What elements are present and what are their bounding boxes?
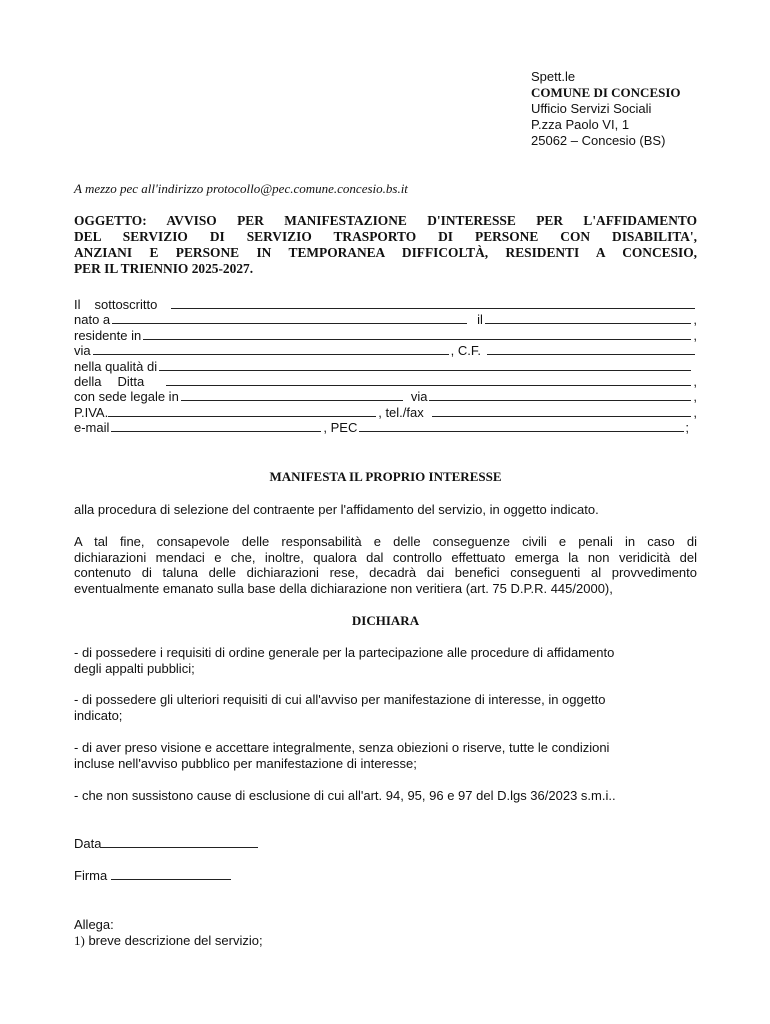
subject-line-4: PER IL TRIENNIO 2025-2027. — [74, 261, 254, 276]
label-piva: P.IVA. — [74, 404, 109, 420]
label-via: via — [74, 343, 91, 359]
label-della: della — [74, 373, 102, 389]
field-data-nascita[interactable] — [485, 312, 691, 324]
subject-line-1: OGGETTO: AVVISO PER MANIFESTAZIONE D'INTERESSE PER L'AFFIDAMENTO — [74, 213, 697, 228]
form-row-nato — [74, 312, 697, 327]
field-sede-legale[interactable] — [181, 389, 403, 401]
label-telfax: , tel./fax — [378, 404, 424, 420]
recipient-line-4: P.zza Paolo VI, 1 — [531, 117, 630, 132]
semicolon: ; — [685, 420, 689, 436]
form-row-sottoscritto — [74, 297, 697, 312]
label-pec: , PEC — [323, 420, 358, 436]
field-nato-a[interactable] — [112, 312, 467, 324]
allega-block — [74, 917, 697, 948]
procedura-text: alla procedura di selezione del contraente per l'affidamento del servizio, in oggetto indicato. — [74, 502, 599, 517]
dichiara-item-1-line-2: degli appalti pubblici; — [74, 660, 195, 676]
dichiara-item-2-line-2: indicato; — [74, 707, 123, 723]
field-ditta[interactable] — [166, 374, 691, 386]
firma-label: Firma — [74, 868, 111, 883]
comma-3: , — [693, 373, 697, 389]
allega-item-text: breve descrizione del servizio; — [84, 932, 263, 948]
fine-line-2: dichiarazioni mendaci e che, inoltre, qualora dal controllo effettuato emerga la non veridicità del — [74, 549, 697, 565]
allega-label: Allega: — [74, 917, 114, 932]
form-row-sede — [74, 389, 697, 404]
dichiara-item-3-line-2: incluse nell'avviso pubblico per manifestazione di interesse; — [74, 755, 417, 771]
label-email: e-mail — [74, 420, 110, 436]
comma-1: , — [693, 312, 697, 328]
field-telfax[interactable] — [432, 405, 692, 417]
field-pec[interactable] — [359, 420, 684, 432]
form-row-residente — [74, 328, 697, 343]
field-sottoscritto[interactable] — [171, 297, 695, 309]
label-cf: , C.F. — [450, 343, 481, 359]
subject-line-2: DEL SERVIZIO DI SERVIZIO TRASPORTO DI PERSONE CON DISABILITA', — [74, 229, 697, 244]
dichiara-item-3 — [74, 740, 697, 771]
fine-paragraph — [74, 534, 697, 596]
label-via-sede: via — [410, 389, 428, 405]
comma-4: , — [693, 389, 697, 405]
pec-line: A mezzo pec all'indirizzo protocollo@pec.comune.concesio.bs.it — [74, 181, 408, 196]
form-row-email — [74, 420, 697, 435]
label-sottoscritto: sottoscritto — [94, 297, 158, 312]
fine-line-4: eventualmente emanato sulla base della dichiarazione non veritiera (art. 75 D.P.R. 445/2000), — [74, 580, 613, 596]
data-line — [74, 836, 697, 852]
field-email[interactable] — [111, 420, 321, 432]
subject-block — [74, 213, 697, 277]
fine-line-3: contenuto di taluna delle dichiarazioni rese, decadrà dai benefici conseguenti al provvedimento — [74, 565, 697, 580]
applicant-form — [74, 297, 697, 436]
field-piva[interactable] — [108, 405, 376, 417]
dichiara-item-4-line-1: - che non sussistono cause di esclusione di cui all'art. 94, 95, 96 e 97 del D.lgs 36/2023 s.m.i.. — [74, 788, 616, 803]
data-field[interactable] — [101, 836, 258, 848]
form-row-ditta — [74, 374, 697, 389]
form-row-via — [74, 343, 697, 358]
dichiara-item-1 — [74, 645, 697, 676]
field-cf[interactable] — [487, 343, 695, 355]
firma-field[interactable] — [111, 868, 231, 880]
dichiara-item-2 — [74, 692, 697, 723]
label-ditta: Ditta — [117, 373, 145, 389]
recipient-line-3: Ufficio Servizi Sociali — [531, 101, 652, 116]
field-residente-in[interactable] — [143, 328, 691, 340]
dichiara-title: DICHIARA — [351, 613, 420, 628]
fine-line-1: A tal fine, consapevole delle responsabilità e delle conseguenze civili e penali in caso di — [74, 534, 697, 549]
recipient-line-2: COMUNE DI CONCESIO — [531, 85, 681, 100]
dichiara-item-4 — [74, 788, 697, 804]
recipient-line-1: Spett.le — [531, 69, 576, 84]
label-sede-legale: con sede legale in — [74, 389, 179, 405]
recipient-line-5: 25062 – Concesio (BS) — [531, 133, 666, 148]
allega-item-number: 1) — [74, 932, 85, 948]
comma-2: , — [693, 327, 697, 343]
dichiara-item-1-line-1: - di possedere i requisiti di ordine generale per la partecipazione alle procedure di affidamento — [74, 645, 615, 660]
field-qualita[interactable] — [159, 359, 691, 371]
field-via[interactable] — [93, 343, 449, 355]
form-row-qualita — [74, 359, 697, 374]
field-via-sede[interactable] — [429, 389, 691, 401]
form-row-piva — [74, 405, 697, 420]
label-il-date: il — [477, 312, 483, 328]
dichiara-item-3-line-1: - di aver preso visione e accettare integralmente, senza obiezioni o riserve, tutte le condizioni — [74, 740, 610, 755]
data-label: Data — [74, 836, 102, 851]
label-nato-a: nato a — [74, 312, 111, 328]
recipient-address — [531, 69, 681, 149]
firma-line — [74, 868, 697, 884]
dichiara-item-2-line-1: - di possedere gli ulteriori requisiti di cui all'avviso per manifestazione di interesse, in oggetto — [74, 692, 606, 707]
allega-item-1 — [74, 933, 697, 949]
label-residente-in: residente in — [74, 327, 142, 343]
subject-line-3: ANZIANI E PERSONE IN TEMPORANEA DIFFICOLTÀ, RESIDENTI A CONCESIO, — [74, 245, 697, 260]
manifesta-title: MANIFESTA IL PROPRIO INTERESSE — [269, 469, 502, 484]
comma-5: , — [693, 404, 697, 420]
label-qualita: nella qualità di — [74, 358, 158, 374]
label-il: Il — [74, 297, 81, 312]
